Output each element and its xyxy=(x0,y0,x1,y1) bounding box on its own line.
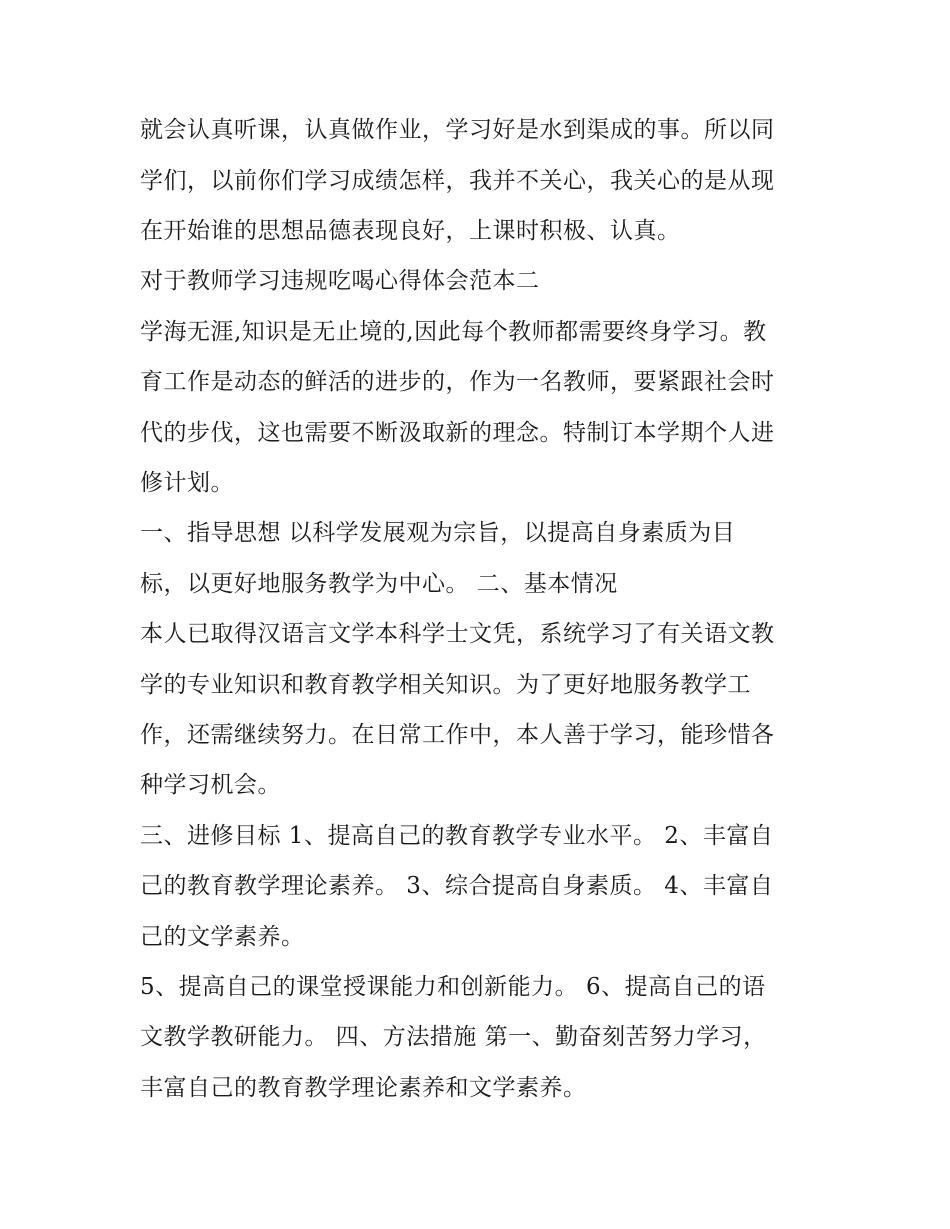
text-line: 己的教育教学理论素养。 3、综合提高自身素质。 4、丰富自 xyxy=(140,873,774,899)
text-line: 就会认真听课，认真做作业，学习好是水到渠成的事。所以同 xyxy=(140,117,775,143)
text-line: 己的文学素养。 xyxy=(140,924,305,950)
text-line: 三、进修目标 1、提高自己的教育教学专业水平。 2、丰富自 xyxy=(140,823,774,849)
section-heading: 对于教师学习违规吃喝心得体会范本二 xyxy=(140,268,540,294)
text-line: 本人已取得汉语言文学本科学士文凭，系统学习了有关语文教 xyxy=(140,621,775,647)
text-line: 代的步伐，这也需要不断汲取新的理念。特制订本学期个人进 xyxy=(140,420,775,446)
text-line: 文教学教研能力。 四、方法措施 第一、勤奋刻苦努力学习， xyxy=(140,1024,767,1050)
text-line: 一、指导思想 以科学发展观为宗旨，以提高自身素质为目 xyxy=(140,520,736,546)
text-line: 标，以更好地服务教学为中心。 二、基本情况 xyxy=(140,571,618,597)
text-line: 在开始谁的思想品德表现良好，上课时积极、认真。 xyxy=(140,218,681,244)
text-line: 作，还需继续努力。在日常工作中，本人善于学习，能珍惜各 xyxy=(140,722,775,748)
text-line: 育工作是动态的鲜活的进步的，作为一名教师，要紧跟社会时 xyxy=(140,369,775,395)
text-line: 学的专业知识和教育教学相关知识。为了更好地服务教学工 xyxy=(140,672,751,698)
text-line: 学海无涯,知识是无止境的,因此每个教师都需要终身学习。教 xyxy=(140,319,767,345)
text-line: 种学习机会。 xyxy=(140,772,281,798)
text-line: 修计划。 xyxy=(140,470,234,496)
text-line: 5、提高自己的课堂授课能力和创新能力。 6、提高自己的语 xyxy=(140,974,766,1000)
text-line: 丰富自己的教育教学理论素养和文学素养。 xyxy=(140,1075,587,1101)
text-line: 学们，以前你们学习成绩怎样，我并不关心，我关心的是从现 xyxy=(140,168,775,194)
